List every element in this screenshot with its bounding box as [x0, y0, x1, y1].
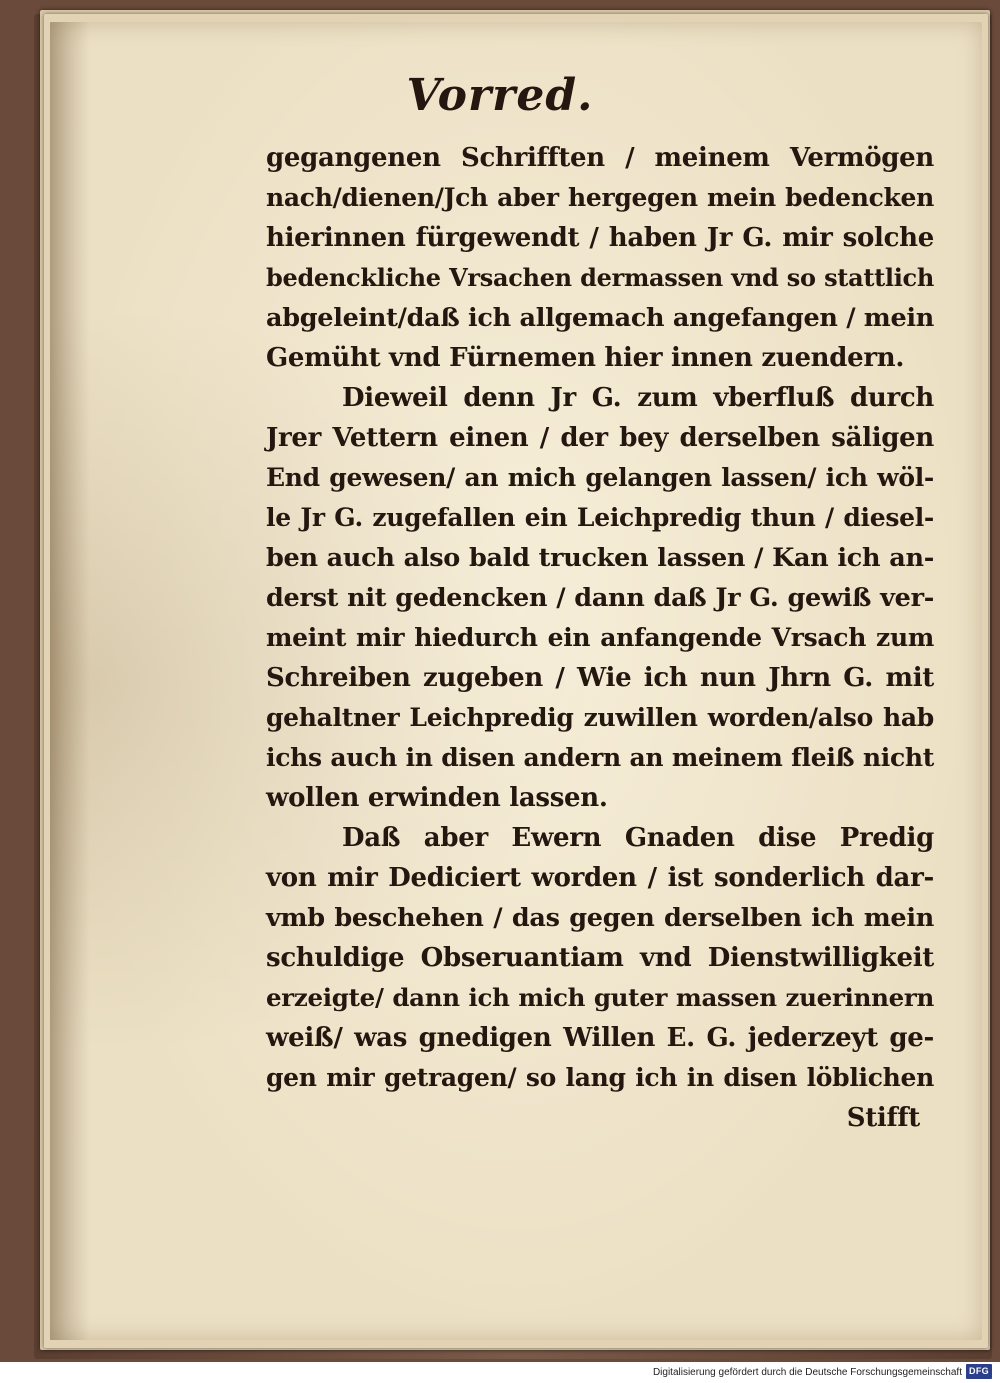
text-line: Gemüht vnd Fürnemen hier innen zuendern. [266, 343, 905, 373]
body-text [266, 138, 934, 1138]
text-line: le Jr G. zugefallen ein Leichpredig thun / diesel- [266, 503, 934, 532]
text-line: abgeleint/daß ich allgemach angefangen / mein [266, 303, 935, 333]
text-line: Jrer Vettern einen / der bey derselben säligen [266, 423, 934, 453]
text-line: weiß/ was gnedigen Willen E. G. jederzeyt ge- [266, 1023, 934, 1053]
text-line: Schreiben zugeben / Wie ich nun Jhrn G. mit [266, 663, 934, 693]
text-line: derst nit gedencken / dann daß Jr G. gewiß ver- [266, 583, 934, 613]
funding-credit: Digitalisierung gefördert durch die Deutsche Forschungsgemeinschaft [652, 1367, 962, 1378]
catchword: Stifft [846, 1103, 920, 1133]
text-line-paragraph-start: Daß aber Ewern Gnaden dise Predig [342, 823, 934, 853]
text-line-paragraph-start: Dieweil denn Jr G. zum vberfluß durch [342, 383, 934, 413]
text-line: End gewesen/ an mich gelangen lassen/ ich wöl- [266, 463, 934, 492]
text-line: ichs auch in disen andern an meinem fleiß nicht [266, 743, 934, 772]
text-line: ben auch also bald trucken lassen / Kan ich an- [266, 543, 934, 573]
text-line: gehaltner Leichpredig zuwillen worden/also hab [266, 703, 934, 732]
text-line: nach/dienen/Jch aber hergegen mein bedencken [266, 183, 934, 212]
dfg-logo-icon: DFG [966, 1364, 992, 1379]
text-line: meint mir hiedurch ein anfangende Vrsach zum [266, 623, 934, 652]
footer-bar [0, 1362, 1000, 1383]
text-line: bedenckliche Vrsachen dermassen vnd so stattlich [266, 263, 934, 292]
text-line: erzeigte/ dann ich mich guter massen zuerinnern [266, 983, 934, 1012]
text-line: schuldige Obseruantiam vnd Dienstwilligkeit [266, 943, 934, 973]
text-line: hierinnen fürgewendt / haben Jr G. mir solche [266, 223, 934, 253]
text-line: wollen erwinden lassen. [266, 783, 608, 813]
text-line: gegangenen Schrifften / meinem Vermögen [266, 143, 934, 173]
text-line: gen mir getragen/ so lang ich in disen löblichen [266, 1063, 934, 1092]
text-line: vmb beschehen / das gegen derselben ich mein [266, 903, 934, 933]
running-head: Vorred. [406, 70, 594, 121]
text-line: von mir Dediciert worden / ist sonderlich dar- [266, 863, 934, 893]
